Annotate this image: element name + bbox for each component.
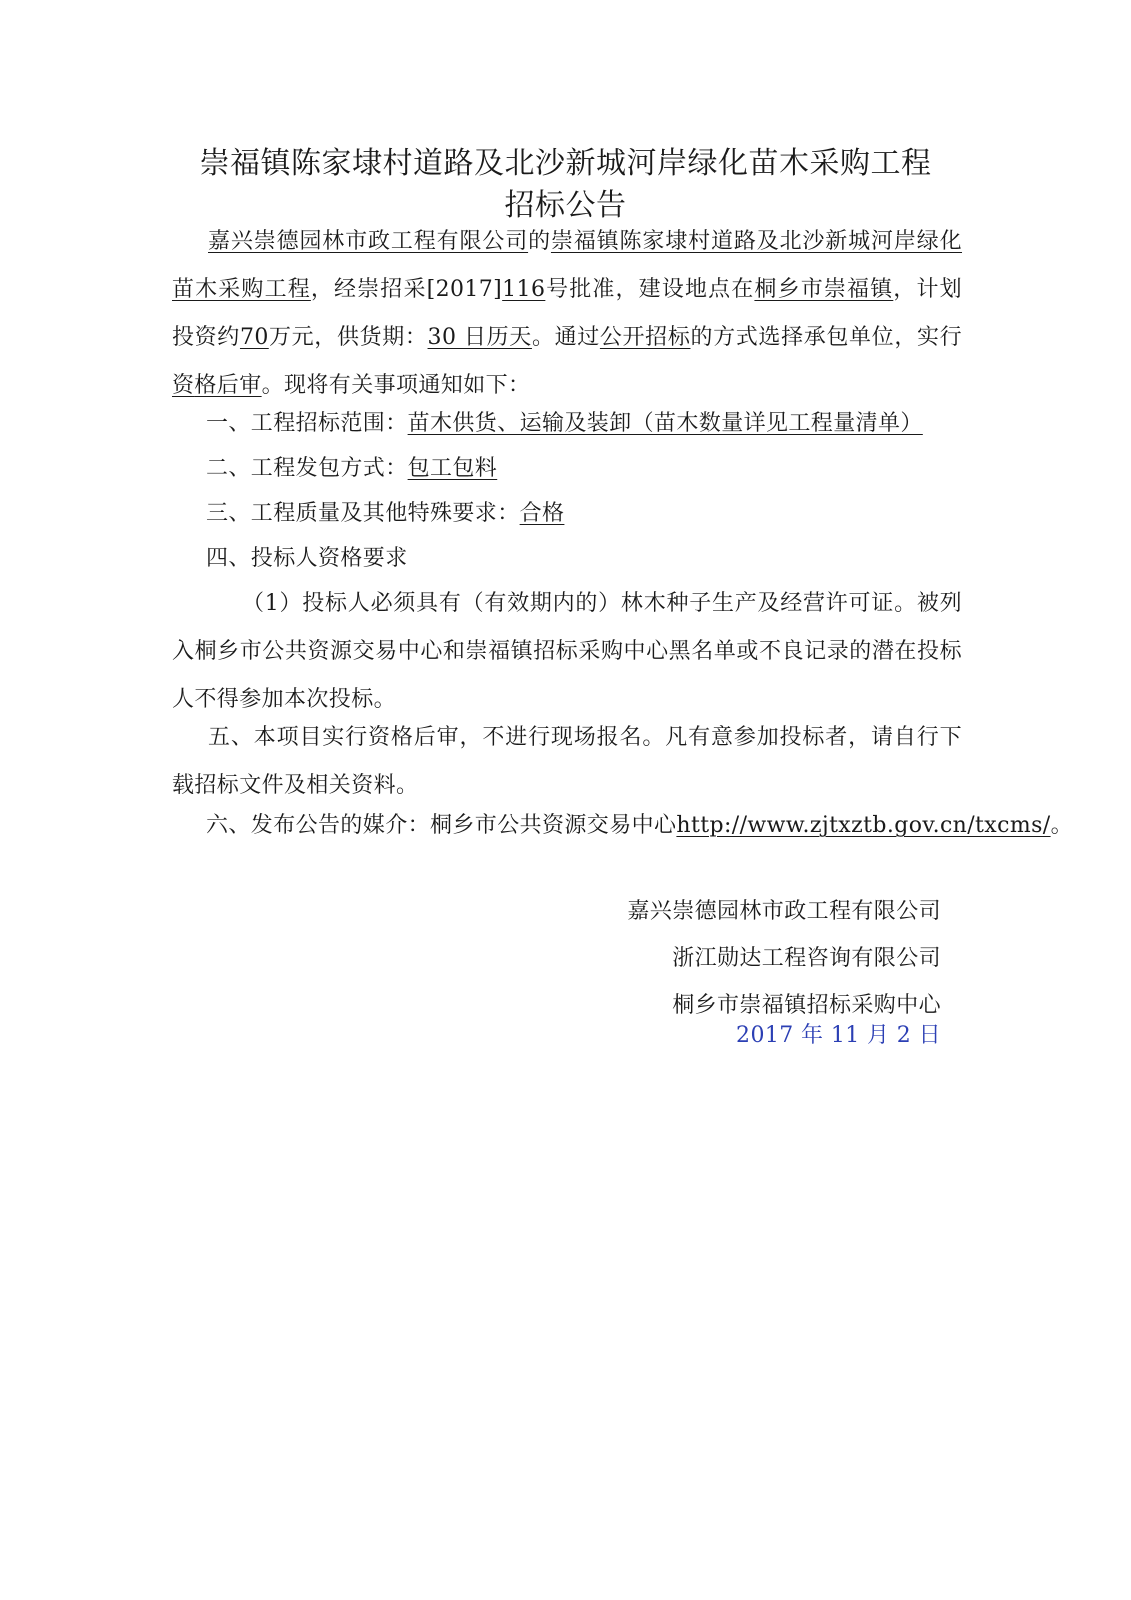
project-name: 崇福镇陈家埭村道路及北沙新城河岸绿化苗木采购工程 — [172, 229, 963, 302]
contract-value: 包工包料 — [407, 456, 498, 481]
owner-name: 嘉兴崇德园林市政工程有限公司 — [208, 229, 529, 254]
approval-number: 116 — [502, 277, 546, 302]
bidding-method: 公开招标 — [599, 325, 691, 350]
item-scope: 一、工程招标范围：苗木供货、运输及装卸（苗木数量详见工程量清单） — [206, 411, 923, 436]
notice-date: 2017 年 11 月 2 日 — [736, 1023, 941, 1048]
quality-value: 合格 — [519, 501, 565, 526]
investment-amount: 70 — [239, 325, 269, 350]
notice-subtitle: 招标公告 — [504, 188, 627, 223]
location: 桐乡市崇福镇 — [754, 277, 894, 302]
media-url-link[interactable]: http://www.zjtxztb.gov.cn/txcms/ — [676, 813, 1051, 838]
scope-value: 苗木供货、运输及装卸（苗木数量详见工程量清单） — [407, 411, 923, 436]
item-quality: 三、工程质量及其他特殊要求：合格 — [206, 501, 565, 526]
signature-procurement-center: 桐乡市崇福镇招标采购中心 — [672, 993, 941, 1018]
signature-owner: 嘉兴崇德园林市政工程有限公司 — [627, 899, 941, 924]
item-qualification-heading: 四、投标人资格要求 — [206, 546, 408, 571]
item-contract: 二、工程发包方式：包工包料 — [206, 456, 498, 481]
intro-paragraph: 嘉兴崇德园林市政工程有限公司的崇福镇陈家埭村道路及北沙新城河岸绿化苗木采购工程，经崇招采[2017]116号批准，建设地点在桐乡市崇福镇，计划投资约70万元，供货期：30 日历天。通过公开招标的方式选择承包单位，实行资格后审。现将有关事项通知如下： — [172, 229, 963, 398]
review-paragraph: 五、本项目实行资格后审，不进行现场报名。凡有意参加投标者，请自行下载招标文件及相关资料。 — [172, 725, 962, 798]
qualification-review: 资格后审 — [172, 373, 262, 398]
item-media: 六、发布公告的媒介：桐乡市公共资源交易中心http://www.zjtxztb.gov.cn/txcms/。 — [206, 813, 1074, 838]
supply-period: 30 日历天 — [427, 325, 532, 350]
qualification-paragraph: （1）投标人必须具有（有效期内的）林木种子生产及经营许可证。被列入桐乡市公共资源交易中心和崇福镇招标采购中心黑名单或不良记录的潜在投标人不得参加本次投标。 — [172, 591, 962, 712]
notice-title: 崇福镇陈家埭村道路及北沙新城河岸绿化苗木采购工程 — [199, 146, 932, 181]
signature-consultant: 浙江勋达工程咨询有限公司 — [672, 946, 941, 971]
